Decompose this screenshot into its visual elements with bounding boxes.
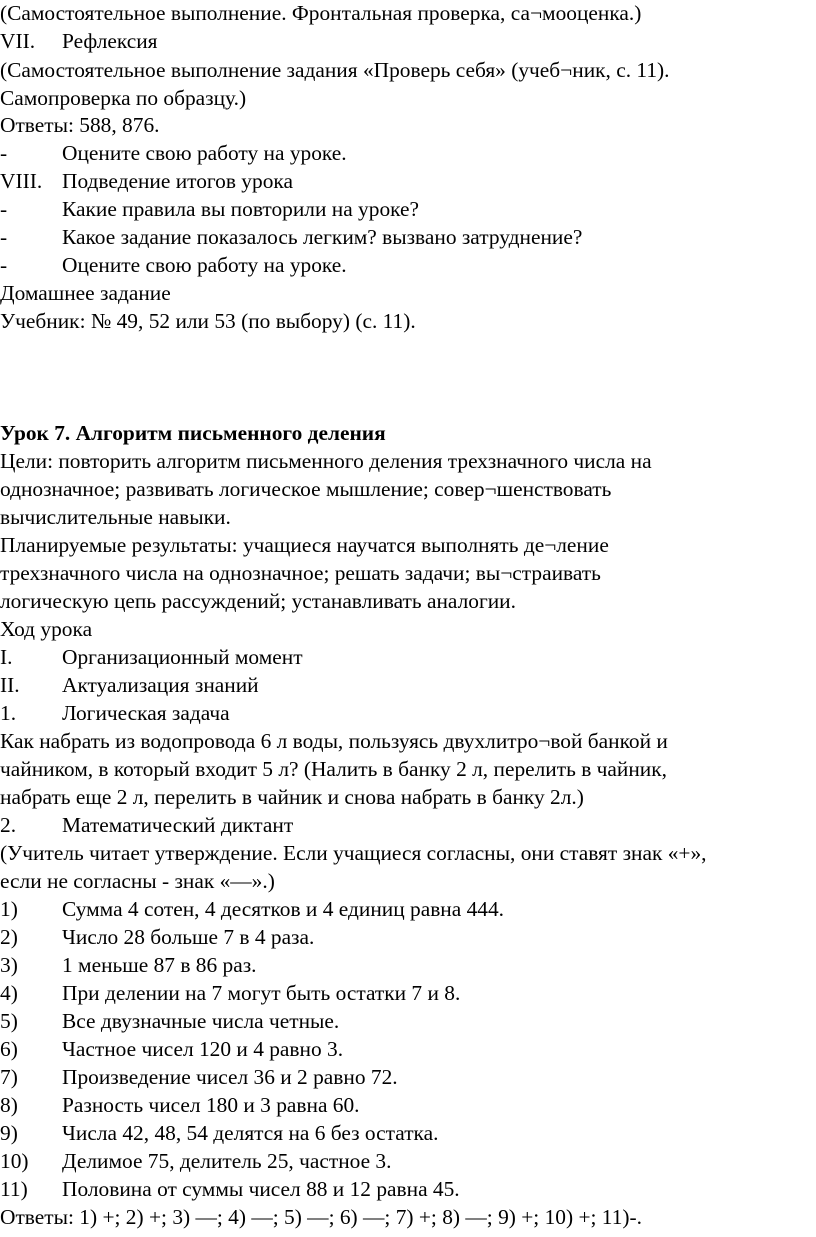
list-item bbox=[0, 1120, 438, 1147]
list-marker: 1. bbox=[0, 701, 17, 725]
list-marker: 3) bbox=[0, 953, 18, 977]
list-item bbox=[0, 812, 293, 839]
list-item-text: Какое задание показалось легким? вызвано затруднение? bbox=[62, 225, 583, 249]
lesson-heading: Урок 7. Алгоритм письменного деления bbox=[0, 421, 386, 445]
paragraph-line: Домашнее задание bbox=[0, 281, 171, 305]
list-item-text: Актуализация знаний bbox=[62, 673, 259, 697]
list-marker: 7) bbox=[0, 1065, 18, 1089]
list-item bbox=[0, 1036, 343, 1063]
paragraph-line: логическую цепь рассуждений; устанавливать аналогии. bbox=[0, 589, 516, 613]
list-marker: - bbox=[0, 253, 8, 277]
list-item-text: Половина от суммы чисел 88 и 12 равна 45. bbox=[62, 1177, 460, 1201]
list-item-text: Произведение чисел 36 и 2 равно 72. bbox=[62, 1065, 398, 1089]
list-item-text: 1 меньше 87 в 86 раз. bbox=[62, 953, 257, 977]
list-item bbox=[0, 896, 504, 923]
list-item bbox=[0, 28, 158, 55]
list-marker: - bbox=[0, 197, 8, 221]
paragraph-line: если не согласны - знак «—».) bbox=[0, 869, 275, 893]
list-item bbox=[0, 644, 303, 671]
paragraph-line: Ход урока bbox=[0, 617, 93, 641]
paragraph-line: трехзначного числа на однозначное; решать задачи; вы¬страивать bbox=[0, 561, 601, 585]
list-item bbox=[0, 672, 259, 699]
list-item-text: При делении на 7 могут быть остатки 7 и 8. bbox=[62, 981, 461, 1005]
list-item-text: Разность чисел 180 и 3 равна 60. bbox=[62, 1093, 360, 1117]
list-item-text: Делимое 75, делитель 25, частное 3. bbox=[62, 1149, 392, 1173]
list-marker: - bbox=[0, 225, 8, 249]
list-marker: I. bbox=[0, 645, 13, 669]
paragraph-line: чайником, в который входит 5 л? (Налить в банку 2 л, перелить в чайник, bbox=[0, 757, 667, 781]
list-item bbox=[0, 1064, 398, 1091]
paragraph-line: Цели: повторить алгоритм письменного деления трехзначного числа на bbox=[0, 449, 652, 473]
list-item bbox=[0, 980, 460, 1007]
list-marker: - bbox=[0, 141, 8, 165]
list-marker: 2) bbox=[0, 925, 18, 949]
list-item bbox=[0, 140, 347, 167]
list-item bbox=[0, 252, 347, 279]
list-item bbox=[0, 1176, 460, 1203]
list-item bbox=[0, 1092, 360, 1119]
list-marker: 6) bbox=[0, 1037, 18, 1061]
list-marker: II. bbox=[0, 673, 20, 697]
list-item-text: Сумма 4 сотен, 4 десятков и 4 единиц равна 444. bbox=[62, 897, 505, 921]
paragraph-line: Учебник: № 49, 52 или 53 (по выбору) (с. 11). bbox=[0, 309, 416, 333]
list-item-text: Какие правила вы повторили на уроке? bbox=[62, 197, 419, 221]
list-item-text: Числа 42, 48, 54 делятся на 6 без остатка. bbox=[62, 1121, 439, 1145]
list-item bbox=[0, 224, 582, 251]
list-item-text: Оцените свою работу на уроке. bbox=[62, 253, 347, 277]
list-item-text: Рефлексия bbox=[62, 29, 158, 53]
paragraph-line: Планируемые результаты: учащиеся научатся выполнять де¬ление bbox=[0, 533, 609, 557]
list-marker: 11) bbox=[0, 1177, 28, 1201]
list-item bbox=[0, 1008, 339, 1035]
list-item-text: Оцените свою работу на уроке. bbox=[62, 141, 347, 165]
paragraph-line: набрать еще 2 л, перелить в чайник и снова набрать в банку 2л.) bbox=[0, 785, 584, 809]
list-item-text: Число 28 больше 7 в 4 раза. bbox=[62, 925, 315, 949]
paragraph-line: (Самостоятельное выполнение задания «Проверь себя» (учеб¬ник, с. 11). bbox=[0, 58, 670, 82]
list-item bbox=[0, 1148, 391, 1175]
list-marker: 5) bbox=[0, 1009, 18, 1033]
list-item-text: Математический диктант bbox=[62, 813, 294, 837]
list-item-text: Организационный момент bbox=[62, 645, 303, 669]
list-marker: 4) bbox=[0, 981, 18, 1005]
list-item-text: Подведение итогов урока bbox=[62, 169, 293, 193]
list-marker: 10) bbox=[0, 1149, 29, 1173]
list-item-text: Логическая задача bbox=[62, 701, 230, 725]
list-item bbox=[0, 196, 419, 223]
paragraph-line: Ответы: 588, 876. bbox=[0, 113, 160, 137]
paragraph-line: вычислительные навыки. bbox=[0, 505, 231, 529]
paragraph-line: Самопроверка по образцу.) bbox=[0, 86, 247, 110]
list-marker: 2. bbox=[0, 813, 17, 837]
paragraph-line: Ответы: 1) +; 2) +; 3) —; 4) —; 5) —; 6) —; 7) +; 8) —; 9) +; 10) +; 11)-. bbox=[0, 1205, 643, 1229]
list-item-text: Частное чисел 120 и 4 равно 3. bbox=[62, 1037, 344, 1061]
list-marker: VIII. bbox=[0, 169, 43, 193]
paragraph-line: однозначное; развивать логическое мышление; совер¬шенствовать bbox=[0, 477, 612, 501]
list-marker: 1) bbox=[0, 897, 18, 921]
list-marker: 9) bbox=[0, 1121, 18, 1145]
paragraph-line: (Самостоятельное выполнение. Фронтальная проверка, са¬мооценка.) bbox=[0, 1, 642, 25]
list-item bbox=[0, 924, 314, 951]
list-item bbox=[0, 952, 257, 979]
list-item bbox=[0, 700, 230, 727]
list-marker: VII. bbox=[0, 29, 36, 53]
list-item-text: Все двузначные числа четные. bbox=[62, 1009, 340, 1033]
paragraph-line: (Учитель читает утверждение. Если учащиеся согласны, они ставят знак «+», bbox=[0, 841, 707, 865]
paragraph-line: Как набрать из водопровода 6 л воды, пользуясь двухлитро¬вой банкой и bbox=[0, 729, 668, 753]
list-item bbox=[0, 168, 293, 195]
list-marker: 8) bbox=[0, 1093, 18, 1117]
